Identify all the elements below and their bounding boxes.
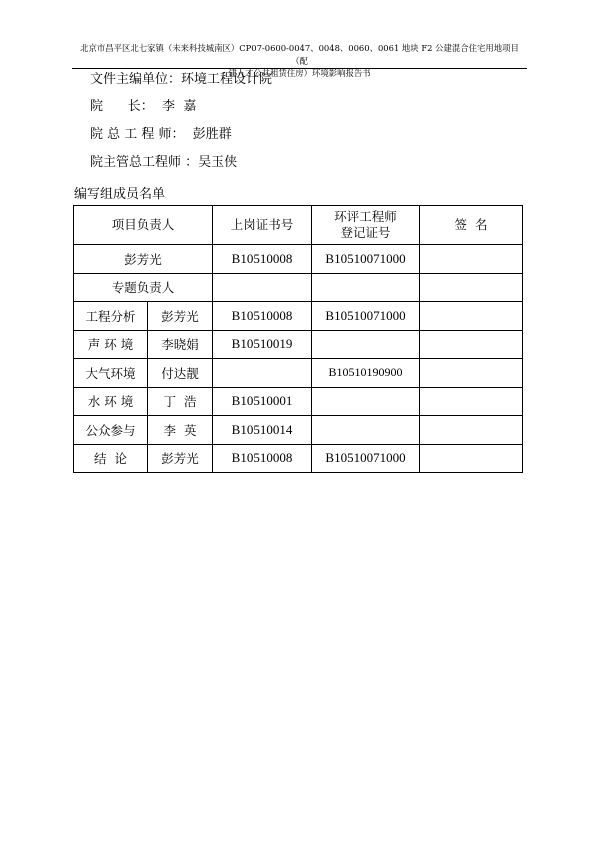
header-post-cert: 上岗证书号 bbox=[213, 206, 312, 245]
topic-cell: 结 论 bbox=[74, 444, 148, 473]
org-line bbox=[90, 72, 272, 88]
post-cert-cell: B10510014 bbox=[213, 416, 312, 445]
topic-label: 专题负责人 bbox=[74, 273, 213, 302]
signature-cell bbox=[420, 359, 523, 388]
signature-cell bbox=[420, 330, 523, 359]
lead-eia-cert: B10510071000 bbox=[312, 245, 420, 274]
name-cell: 李晓娟 bbox=[148, 330, 213, 359]
empty-cell bbox=[213, 273, 312, 302]
eia-cert-cell bbox=[312, 330, 420, 359]
post-cert-cell bbox=[213, 359, 312, 388]
post-cert-cell: B10510008 bbox=[213, 302, 312, 331]
header-line-2: 建人才公共租赁住房）环境影响报告书 bbox=[228, 68, 371, 78]
signature-cell bbox=[420, 302, 523, 331]
signature-cell bbox=[420, 387, 523, 416]
topic-cell: 工程分析 bbox=[74, 302, 148, 331]
topic-label-row bbox=[74, 273, 523, 302]
table-row bbox=[74, 359, 523, 388]
president-value: 李 嘉 bbox=[153, 99, 197, 114]
org-label: 文件主编单位： bbox=[90, 72, 182, 87]
topic-cell: 大气环境 bbox=[74, 359, 148, 388]
table-row bbox=[74, 444, 523, 473]
post-cert-cell: B10510019 bbox=[213, 330, 312, 359]
name-cell: 彭芳光 bbox=[148, 444, 213, 473]
header-eia-cert-line2: 登记证号 bbox=[340, 225, 391, 240]
table-row bbox=[74, 330, 523, 359]
header-signature: 签 名 bbox=[420, 206, 523, 245]
name-cell: 彭芳光 bbox=[148, 302, 213, 331]
empty-cell bbox=[420, 273, 523, 302]
table-row bbox=[74, 416, 523, 445]
president-line bbox=[90, 99, 196, 115]
topic-cell: 声 环 境 bbox=[74, 330, 148, 359]
header-line-1: 北京市昌平区北七家镇（未来科技城南区）CP07-0600-0047、0048、0060、0061 地块 F2 公建混合住宅用地项目（配 bbox=[80, 43, 519, 66]
manager-label: 院主管总工程师 ： bbox=[90, 155, 199, 170]
eia-cert-cell bbox=[312, 387, 420, 416]
topic-cell: 公众参与 bbox=[74, 416, 148, 445]
eia-cert-cell: B10510071000 bbox=[312, 302, 420, 331]
signature-cell bbox=[420, 416, 523, 445]
name-cell: 丁 浩 bbox=[148, 387, 213, 416]
lead-name: 彭芳光 bbox=[74, 245, 213, 274]
lead-signature bbox=[420, 245, 523, 274]
empty-cell bbox=[312, 273, 420, 302]
lead-post-cert: B10510008 bbox=[213, 245, 312, 274]
topic-cell: 水 环 境 bbox=[74, 387, 148, 416]
signature-cell bbox=[420, 444, 523, 473]
list-title: 编写组成员名单 bbox=[74, 187, 166, 202]
eia-cert-cell: B10510190900 bbox=[312, 359, 420, 388]
post-cert-cell: B10510001 bbox=[213, 387, 312, 416]
name-cell: 李 英 bbox=[148, 416, 213, 445]
manager-line bbox=[90, 155, 237, 171]
staff-table bbox=[73, 205, 523, 473]
header-eia-cert-line1: 环评工程师 bbox=[334, 209, 397, 224]
post-cert-cell: B10510008 bbox=[213, 444, 312, 473]
header-row bbox=[74, 206, 523, 245]
org-value: 环境工程设计院 bbox=[181, 72, 273, 87]
manager-value: 吴玉侠 bbox=[198, 155, 238, 170]
table-row bbox=[74, 387, 523, 416]
chief-engineer-label: 院 总 工 程 师： bbox=[90, 127, 185, 142]
lead-row bbox=[74, 245, 523, 274]
table-row bbox=[74, 302, 523, 331]
president-label: 院 长： bbox=[90, 99, 154, 114]
chief-engineer-line bbox=[90, 127, 232, 143]
header-rule bbox=[72, 68, 527, 69]
eia-cert-cell: B10510071000 bbox=[312, 444, 420, 473]
header-person: 项目负责人 bbox=[74, 206, 213, 245]
header-eia-cert bbox=[312, 206, 420, 245]
eia-cert-cell bbox=[312, 416, 420, 445]
chief-engineer-value: 彭胜群 bbox=[184, 127, 232, 142]
name-cell: 付达靓 bbox=[148, 359, 213, 388]
